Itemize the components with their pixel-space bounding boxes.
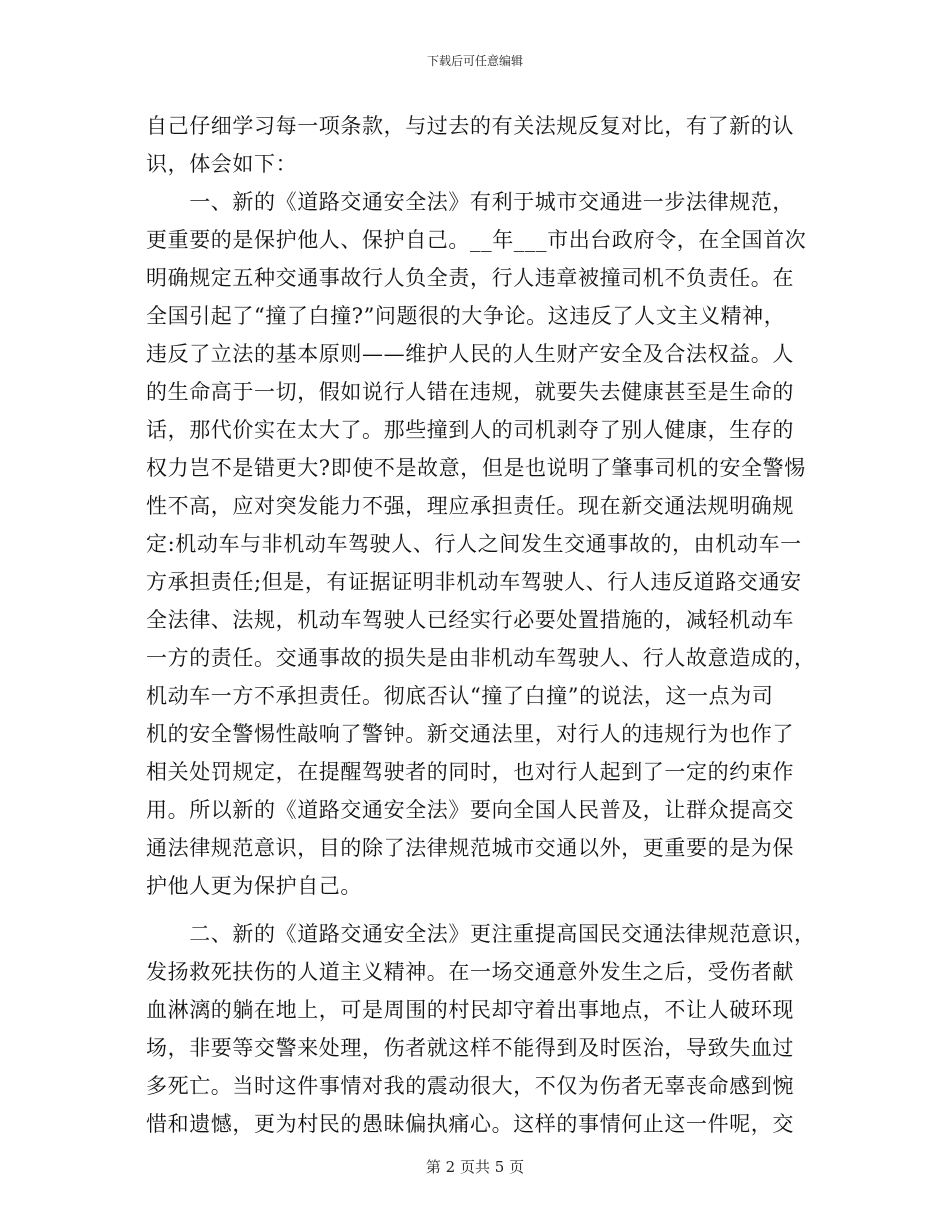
- body-line: 一方的责任。交通事故的损失是由非机动车驾驶人、行人故意造成的，: [146, 646, 816, 670]
- body-line: 明确规定五种交通事故行人负全责，行人违章被撞司机不负责任。在: [146, 266, 794, 290]
- body-line: 通法律规范意识，目的除了法律规范城市交通以外，更重要的是为保: [146, 836, 794, 860]
- body-line: 机动车一方不承担责任。彻底否认“撞了白撞”的说法，这一点为司: [146, 684, 774, 708]
- body-line: 血淋漓的躺在地上，可是周围的村民却守着出事地点，不让人破环现: [146, 998, 794, 1022]
- body-line: 识，体会如下：: [146, 152, 298, 176]
- body-line: 多死亡。当时这件事情对我的震动很大，不仅为伤者无辜丧命感到惋: [146, 1074, 794, 1098]
- body-line: 权力岂不是错更大?即使不是故意，但是也说明了肇事司机的安全警惕: [146, 456, 806, 480]
- body-line: 全国引起了“撞了白撞?”问题很的大争论。这违反了人文主义精神，: [146, 304, 786, 328]
- body-line: 话，那代价实在太大了。那些撞到人的司机剥夺了别人健康，生存的: [146, 418, 794, 442]
- body-line: 一、新的《道路交通安全法》有利于城市交通进一步法律规范，: [146, 190, 794, 214]
- body-line: 方承担责任;但是，有证据证明非机动车驾驶人、行人违反道路交通安: [146, 570, 802, 594]
- body-line: 相关处罚规定，在提醒驾驶者的同时，也对行人起到了一定的约束作: [146, 760, 794, 784]
- page-number-footer: 第 2 页共 5 页: [425, 1158, 525, 1176]
- body-line: 性不高，应对突发能力不强，理应承担责任。现在新交通法规明确规: [146, 494, 794, 518]
- body-line: 机的安全警惕性敲响了警钟。新交通法里，对行人的违规行为也作了: [146, 722, 794, 746]
- body-line: 护他人更为保护自己。: [146, 874, 362, 898]
- body-line: 自己仔细学习每一项条款，与过去的有关法规反复对比，有了新的认: [146, 114, 794, 138]
- body-line: 惜和遗憾，更为村民的愚昧偏执痛心。这样的事情何止这一件呢，交: [146, 1112, 794, 1136]
- body-line: 违反了立法的基本原则——维护人民的人生财产安全及合法权益。人: [146, 342, 794, 366]
- body-line: 更重要的是保护他人、保护自己。__年___市出台政府令，在全国首次: [146, 228, 807, 252]
- body-line: 二、新的《道路交通安全法》更注重提高国民交通法律规范意识，: [146, 922, 816, 946]
- body-line: 的生命高于一切，假如说行人错在违规，就要失去健康甚至是生命的: [146, 380, 794, 404]
- body-line: 定:机动车与非机动车驾驶人、行人之间发生交通事故的，由机动车一: [146, 532, 802, 556]
- body-line: 全法律、法规，机动车驾驶人已经实行必要处置措施的，减轻机动车: [146, 608, 794, 632]
- body-line: 用。所以新的《道路交通安全法》要向全国人民普及，让群众提高交: [146, 798, 794, 822]
- body-line: 发扬救死扶伤的人道主义精神。在一场交通意外发生之后，受伤者献: [146, 960, 794, 984]
- page-header: 下载后可任意编辑: [426, 54, 523, 68]
- body-line: 场，非要等交警来处理，伤者就这样不能得到及时医治，导致失血过: [146, 1036, 794, 1060]
